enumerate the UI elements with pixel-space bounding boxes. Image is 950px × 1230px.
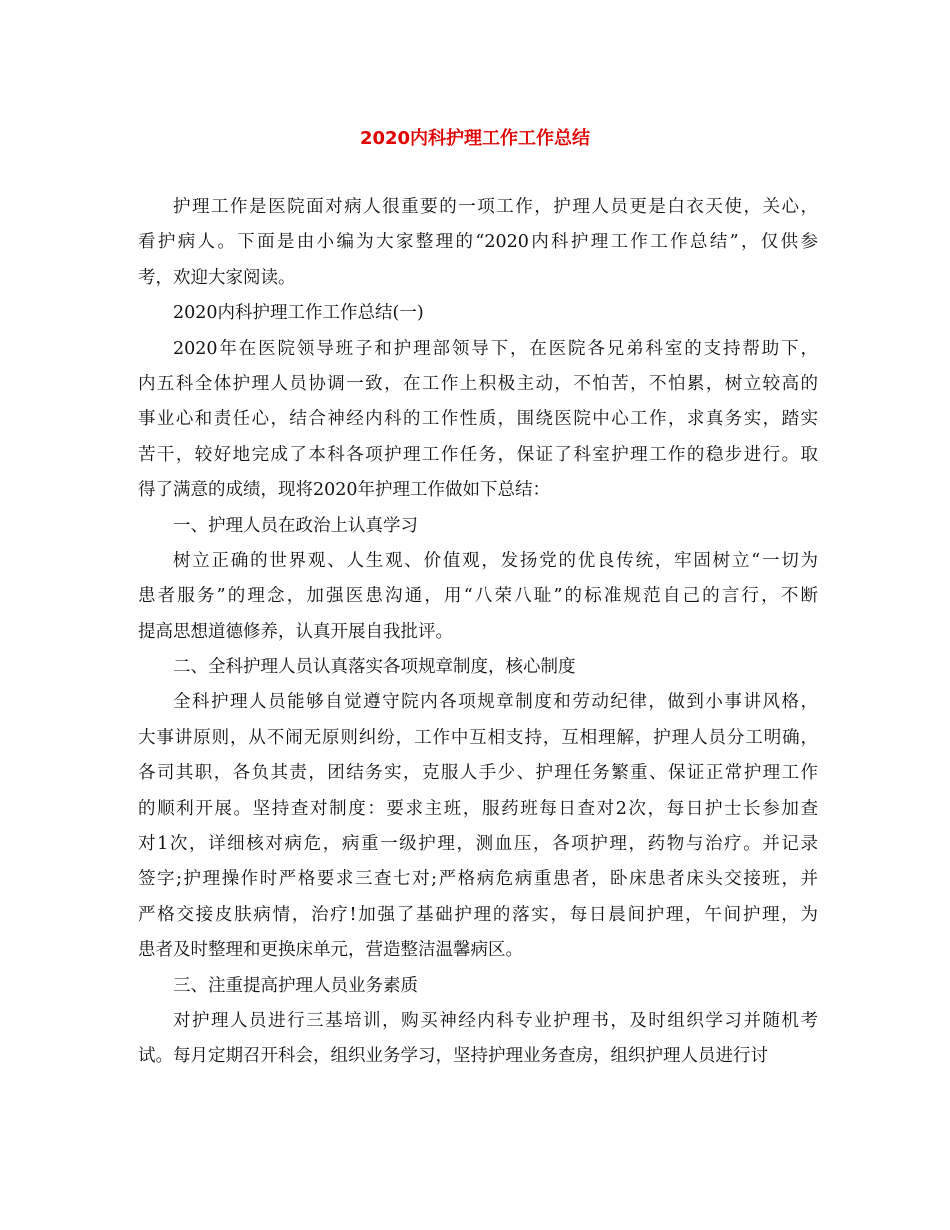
paragraph-line: 2020年在医院领导班子和护理部领导下，在医院各兄弟科室的支持帮助下， bbox=[173, 338, 818, 359]
paragraph-line: 事业心和责任心，结合神经内科的工作性质，围绕医院中心工作，求真务实，踏实 bbox=[138, 409, 818, 430]
paragraph bbox=[138, 544, 818, 650]
paragraph-line: 对1次，详细核对病危，病重一级护理，测血压，各项护理，药物与治疗。并记录 bbox=[138, 834, 818, 855]
paragraph bbox=[138, 332, 818, 509]
paragraph-line: 大事讲原则，从不闹无原则纠纷，工作中互相支持，互相理解，护理人员分工明确， bbox=[138, 727, 818, 748]
paragraph-line: 的顺利开展。坚持查对制度：要求主班，服药班每日查对2次，每日护士长参加查 bbox=[138, 798, 818, 819]
paragraph-line: 苦干，较好地完成了本科各项护理工作任务，保证了科室护理工作的稳步进行。取 bbox=[138, 444, 818, 465]
paragraph-line: 内五科全体护理人员协调一致，在工作上积极主动，不怕苦，不怕累，树立较高的 bbox=[138, 373, 818, 394]
paragraph bbox=[138, 190, 818, 296]
paragraph-line: 对护理人员进行三基培训，购买神经内科专业护理书，及时组织学习并随机考 bbox=[173, 1010, 818, 1031]
paragraph-line: 试。每月定期召开科会，组织业务学习，坚持护理业务查房，组织护理人员进行讨 bbox=[138, 1046, 768, 1067]
paragraph-line: 患者服务”的理念，加强医患沟通，用“八荣八耻”的标准规范自己的言行，不断 bbox=[138, 586, 818, 607]
paragraph bbox=[138, 1004, 818, 1075]
paragraph bbox=[138, 969, 818, 1004]
paragraph-line: 全科护理人员能够自觉遵守院内各项规章制度和劳动纪律，做到小事讲风格， bbox=[173, 692, 818, 713]
paragraph bbox=[138, 650, 818, 685]
paragraph-line: 二、全科护理人员认真落实各项规章制度，核心制度 bbox=[173, 657, 576, 678]
paragraph-line: 严格交接皮肤病情，治疗!加强了基础护理的落实，每日晨间护理，午间护理，为 bbox=[138, 904, 818, 925]
paragraph-line: 2020内科护理工作工作总结(一) bbox=[173, 303, 424, 324]
paragraph-line: 三、注重提高护理人员业务素质 bbox=[173, 975, 418, 996]
document-title: 2020内科护理工作工作总结 bbox=[359, 128, 591, 149]
paragraph-line: 考，欢迎大家阅读。 bbox=[138, 267, 296, 288]
paragraph-line: 树立正确的世界观、人生观、价值观，发扬党的优良传统，牢固树立“一切为 bbox=[173, 550, 818, 571]
document-body bbox=[138, 190, 818, 1075]
paragraph-line: 得了满意的成绩，现将2020年护理工作做如下总结： bbox=[138, 480, 551, 501]
paragraph-line: 提高思想道德修养，认真开展自我批评。 bbox=[138, 621, 453, 642]
paragraph-line: 患者及时整理和更换床单元，营造整洁温馨病区。 bbox=[138, 940, 523, 961]
paragraph-line: 签字;护理操作时严格要求三查七对;严格病危病重患者，卧床患者床头交接班，并 bbox=[138, 869, 818, 890]
paragraph-line: 一、护理人员在政治上认真学习 bbox=[173, 515, 418, 536]
paragraph bbox=[138, 509, 818, 544]
paragraph bbox=[138, 296, 818, 331]
paragraph-line: 看护病人。下面是由小编为大家整理的“2020内科护理工作工作总结”，仅供参 bbox=[138, 232, 818, 253]
paragraph-line: 各司其职，各负其责，团结务实，克服人手少、护理任务繁重、保证正常护理工作 bbox=[138, 763, 818, 784]
paragraph bbox=[138, 685, 818, 968]
paragraph-line: 护理工作是医院面对病人很重要的一项工作，护理人员更是白衣天使，关心， bbox=[173, 197, 818, 217]
